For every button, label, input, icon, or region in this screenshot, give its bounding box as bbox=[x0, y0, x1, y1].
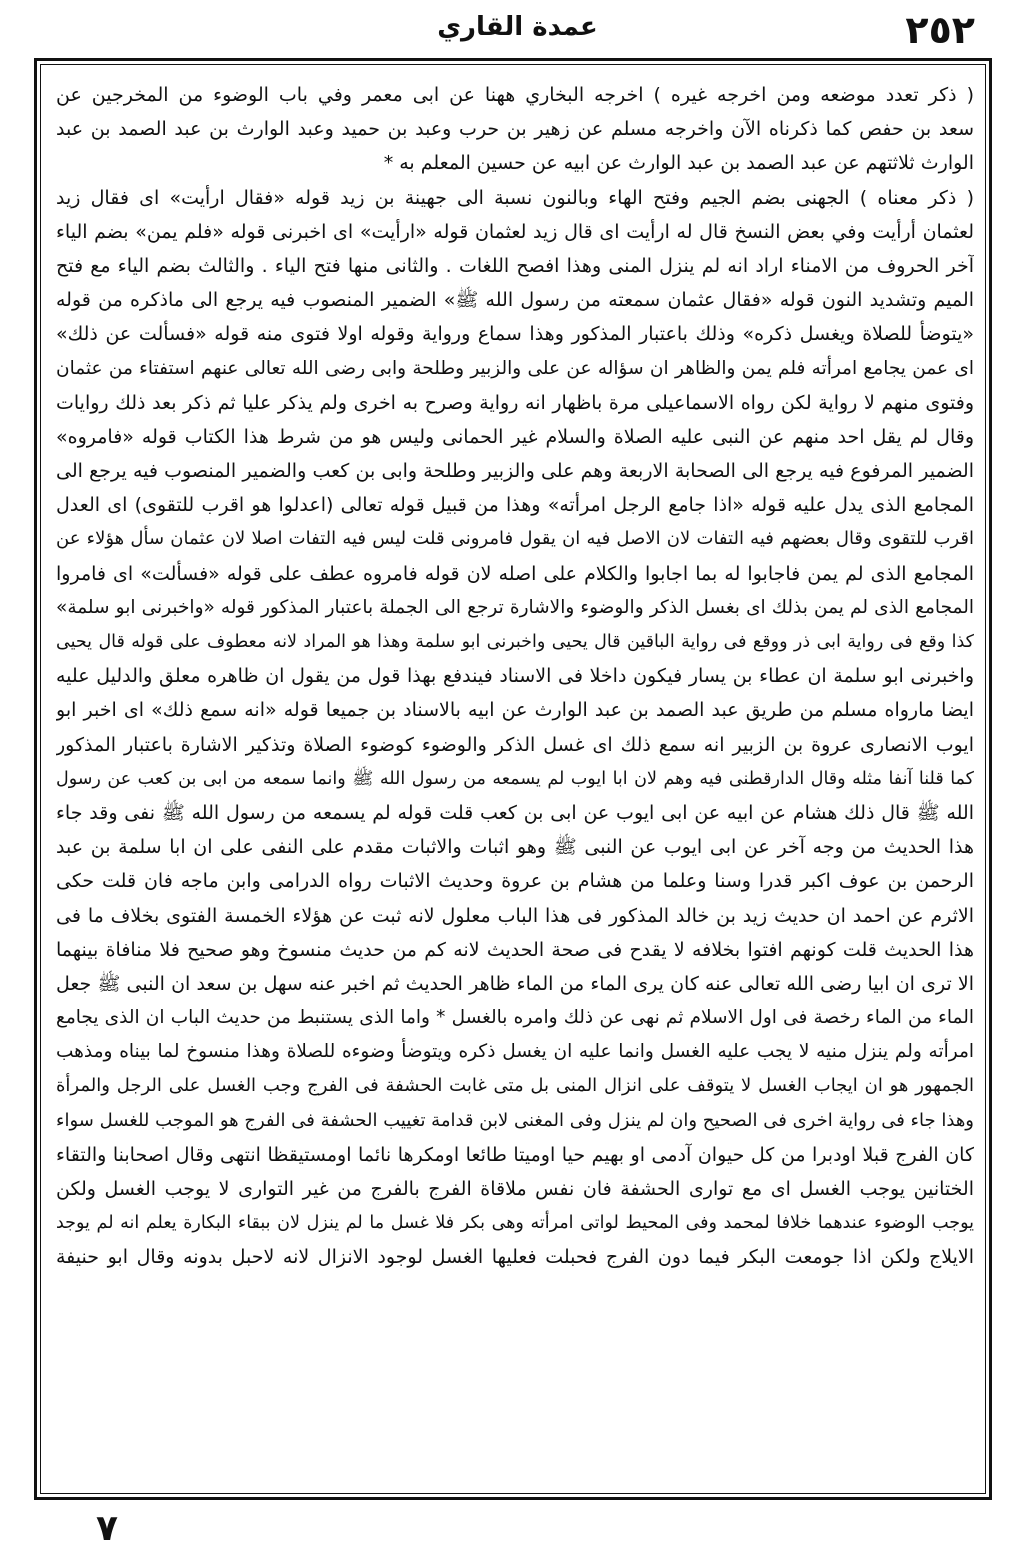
signature-mark: ٧ bbox=[96, 1508, 118, 1549]
page-number: ٢٥٢ bbox=[905, 8, 975, 52]
text-line: الرحمن بن عوف اكبر قدرا وسنا وعلما من هشام بن عروة وحديث الاثبات رواه الدرامى وابن ماجه فان قلت حكى bbox=[56, 870, 974, 893]
text-line: الختانين يوجب الغسل اى مع توارى الحشفة فان نفس ملاقاة الفرج بالفرج من غير التوارى لا يوجب الغسل ولكن bbox=[56, 1178, 974, 1200]
text-line: كان الفرج قبلا اودبرا من كل حيوان آدمى او بهيم حيا اوميتا طائعا اومكرها نائما اومستيقظا انتهى وقال اصحابنا والتقاء bbox=[56, 1143, 974, 1166]
text-line: وقال لم يقل احد منهم عن النبى عليه الصلاة والسلام غير الحمانى وليس هو من شرط هذا الكتاب قوله «فامروه» bbox=[56, 425, 974, 448]
page-header bbox=[40, 6, 995, 54]
text-line: كذا وقع فى رواية ابى ذر ووقع فى رواية الباقين قال يحيى واخبرنى ابو سلمة وهذا هو المراد لانه معطوف على قوله قال يحيى bbox=[56, 632, 974, 652]
text-line: وفتوى منهم لا رواية لكن رواه الاسماعيلى مرة باظهار انه رواية وصرح به اخرى ولم يذكر عليا ثم ذكر بعد ذلك روايات bbox=[56, 391, 974, 414]
text-line: كما قلنا آنفا مثله وقال الدارقطنى فيه وهم لان ابا ايوب لم يسمعه من رسول الله ﷺ وانما سمعه من ابى بن كعب عن رسول bbox=[56, 768, 974, 789]
text-line: الضمير المرفوع فيه يرجع الى الصحابة الاربعة وهم على والزبير وطلحة وابى بن كعب والضمير المنصوب فيه يرجع الى bbox=[56, 460, 974, 483]
text-line: الايلاج ولكن اذا جومعت البكر فيما دون الفرج فحبلت فعليها الغسل لوجود الانزال لانه لاحبل بدونه وقال ابو حنيفة bbox=[56, 1246, 974, 1269]
text-line: «يتوضأ للصلاة ويغسل ذكره» وذلك باعتبار المذكور وهذا سماع ورواية وقوله اولا فتوى منه قوله «فسألت عن ذلك» bbox=[56, 323, 974, 346]
text-line: المجامع الذى لم يمن فاجابوا له بما اجابوا والكلام على اصله لان قوله فامروه عطف على قوله «فسألت» اى فامروا bbox=[56, 562, 974, 585]
text-line: المجامع الذى يدل عليه قوله «اذا جامع الرجل امرأته» وهذا من قبيل قوله تعالى (اعدلوا هو اقرب للتقوى) اى العدل bbox=[56, 494, 974, 517]
text-line: ( ذكر تعدد موضعه ومن اخرجه غيره ) اخرجه البخاري ههنا عن ابى معمر وفي باب الوضوء من المخرجين عن bbox=[56, 84, 974, 106]
text-line: ( ذكر معناه ) الجهنى بضم الجيم وفتح الهاء وبالنون نسبة الى جهينة بن زيد قوله «فقال ارأيت» اى فقال زيد bbox=[56, 186, 974, 209]
text-line: اى عمن يجامع امرأته فلم يمن والظاهر ان سؤاله عن على والزبير وطلحة وابى رضى الله تعالى عنهم استفتاء من عثمان bbox=[56, 357, 974, 379]
text-line: الجمهور هو ان ايجاب الغسل لا يتوقف على انزال المنى بل متى غابت الحشفة فى الفرج وجب الغسل على الرجل والمرأة bbox=[56, 1075, 974, 1097]
text-line: الوارث ثلاثتهم عن عبد الصمد بن عبد الوارث عن ابيه عن حسين المعلم به * bbox=[383, 152, 974, 175]
text-line: الله ﷺ قال ذلك هشام عن ابيه عن ابى ايوب عن ابى بن كعب قلت قوله لم يسمعه من رسول الله ﷺ نفى وقد جاء bbox=[56, 801, 974, 824]
text-line: واخبرنى ابو سلمة ان عطاء بن يسار فيكون داخلا فى الاسناد فيندفع بهذا قول من يقول ان ظاهره معلق والدليل عليه bbox=[56, 665, 974, 688]
text-line: امرأته ولم ينزل منيه لا يجب عليه الغسل وانما عليه ان يغسل ذكره ويتوضأ وضوءه للصلاة وهذا منسوخ لما بيناه ومذهب bbox=[56, 1041, 974, 1063]
text-line: وهذا جاء فى رواية اخرى فى الصحيح وان لم ينزل وفى المغنى لابن قدامة تغييب الحشفة فى الفرج هو الموجب للغسل سواء bbox=[56, 1109, 974, 1131]
text-line: هذا الحديث قلت كونهم افتوا بخلافه لا يقدح فى صحة الحديث لانه كم من حديث منسوخ وهو صحيح فلا منافاة بينهما bbox=[56, 938, 974, 961]
text-line: يوجب الوضوء عندهما خلافا لمحمد وفى المحيط لواتى امرأته وهى بكر فلا غسل ما لم ينزل لان ببقاء البكارة يعلم انه لم يوجد bbox=[56, 1213, 974, 1234]
text-line: الماء من الماء رخصة فى اول الاسلام ثم نهى عن ذلك وامره بالغسل * واما الذى يستنبط من حديث الباب ان الذى يجامع bbox=[56, 1007, 974, 1029]
text-line: المجامع الذى لم يمن بذلك اى بغسل الذكر والوضوء والاشارة ترجع الى الجملة باعتبار المذكور قوله «واخبرنى ابو سلمة» bbox=[56, 596, 974, 618]
text-line: الا ترى ان ابيا رضى الله تعالى عنه كان يرى الماء من الماء ظاهر الحديث ثم اخبر عنه سهل بن سعد ان النبى ﷺ جعل bbox=[56, 972, 974, 995]
text-line: سعد بن حفص كما ذكرناه الآن واخرجه مسلم عن زهير بن حرب وعبد بن حميد وعبد الوارث بن عبد الصمد بن عبد bbox=[56, 118, 974, 141]
text-line: ايوب الانصارى عروة بن الزبير انه سمع ذلك اى غسل الذكر والوضوء كوضوء الصلاة وتذكير الاشارة باعتبار المذكور bbox=[56, 733, 974, 756]
text-line: اقرب للتقوى وقال بعضهم فيه التفات لان الاصل فيه ان يقول فامرونى قلت ليس فيه التفات اصلا لان عثمان سأل هؤلاء عن bbox=[56, 528, 974, 550]
text-line: لعثمان أرأيت وفي بعض النسخ قال له ارأيت اى قال زيد لعثمان قوله «ارأيت» اى اخبرنى قوله «فلم يمن» بضم الياء bbox=[56, 220, 974, 243]
text-line: آخر الحروف من الامناء اراد انه لم ينزل المنى وهذا افصح اللغات . والثانى منها فتح الياء . والثالث بضم الياء مع فتح bbox=[56, 254, 974, 277]
running-title: عمدة القاري bbox=[437, 12, 598, 42]
text-line: الاثرم عن احمد ان حديث زيد بن خالد المذكور فى هذا الباب معلول لانه ثبت عن هؤلاء الخمسة الفتوى بخلاف ما فى bbox=[56, 904, 974, 927]
text-line: هذا الحديث من وجه آخر عن ابى ايوب عن النبى ﷺ وهو اثبات والاثبات مقدم على النفى على ان ابا سلمة بن عبد bbox=[56, 836, 974, 859]
main-text-body bbox=[56, 78, 974, 1488]
text-line: الميم وتشديد النون قوله «فقال عثمان سمعته من رسول الله ﷺ» الضمير المنصوب فيه يرجع الى ماذكره من قوله bbox=[56, 289, 974, 312]
text-line: ايضا مارواه مسلم من طريق عبد الصمد بن عبد الوارث عن ابيه بالاسناد بن جميعا قوله «انه سمع ذلك» اى اخبر ابو bbox=[56, 699, 974, 722]
